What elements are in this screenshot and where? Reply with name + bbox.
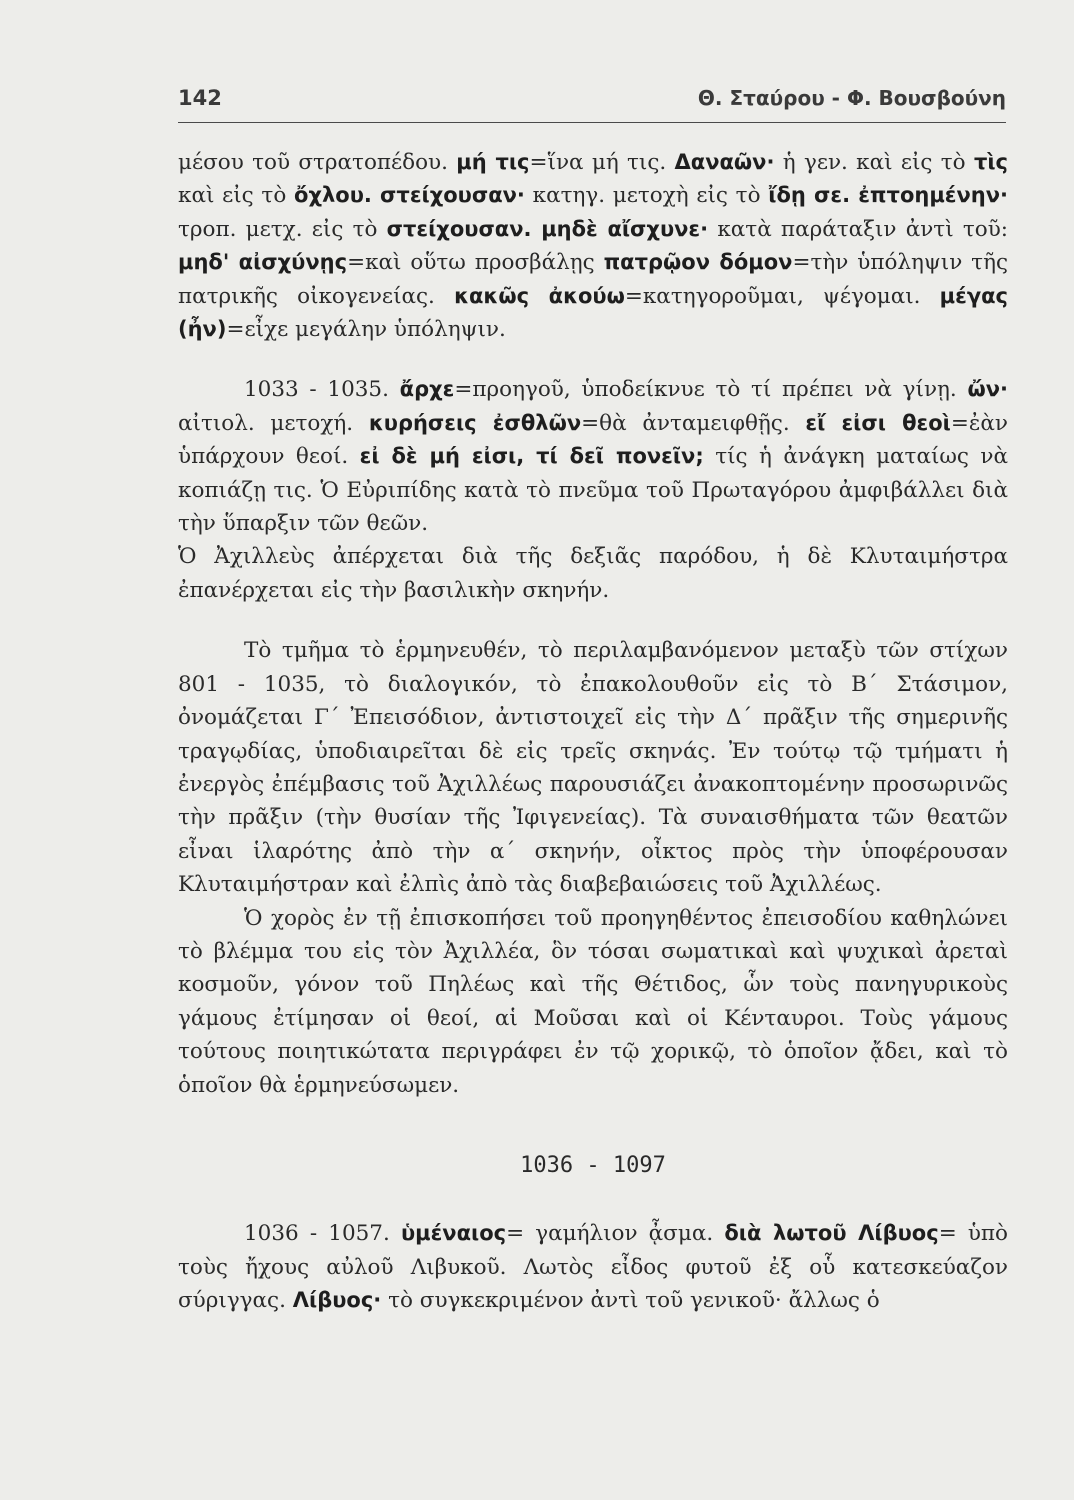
text-run: =θὰ ἀνταμειφθῇς. <box>581 410 790 436</box>
commentary-paragraph-1 <box>178 146 1008 346</box>
text-run: ἡ γεν. καὶ εἰς τὸ <box>782 150 966 175</box>
text-run: =καὶ οὕτω προσβάλῃς <box>347 250 595 276</box>
lemma: εἴ εἰσι θεοὶ <box>805 410 951 435</box>
section-heading: 1036 - 1097 <box>520 1152 666 1178</box>
text-run: =ἐὰν ὑπάρχουν θεοί. <box>178 410 1008 470</box>
lemma: Δαναῶν· <box>674 150 775 174</box>
header-rule <box>178 122 1006 123</box>
lemma: στείχουσαν. μηδὲ αἴσχυνε· <box>386 216 709 241</box>
text-run: τὸ συγκεκριμένον ἀντὶ τοῦ γενικοῦ· ἄλλως ὁ <box>388 1288 880 1314</box>
lemma: ὤν· <box>967 377 1008 402</box>
text-run: μέσου τοῦ στρατοπέδου. <box>178 150 448 175</box>
running-head: Θ. Σταύρου - Φ. Βουσβούνη <box>697 86 1006 110</box>
text-run: κατηγ. μετοχὴ εἰς τὸ <box>532 183 761 209</box>
lemma: ὄχλου. στείχουσαν· <box>294 183 525 208</box>
text-run: =εἶχε μεγάλην ὑπόληψιν. <box>226 317 506 343</box>
commentary-paragraph-6 <box>178 1217 1008 1317</box>
commentary-paragraph-4: Τὸ τμῆμα τὸ ἑρμηνευθέν, τὸ περιλαμβανόμενον μεταξὺ τῶν στίχων 801 - 1035, τὸ διαλογικόν, τὸ ἐπακολουθοῦν εἰς τὸ Β΄ Στάσιμον, ὀνομάζεται Γ΄ Ἐπεισόδιον, ἀντιστοιχεῖ εἰς τὴν Δ΄ πρᾶξιν τῆς σημερινῆς τραγῳδίας, ὑποδιαιρεῖται δὲ εἰς τρεῖς σκηνάς. Ἐν τούτῳ τῷ τμήματι ἡ ἐνεργὸς ἐπέμβασις τοῦ Ἀχιλλέως παρουσιάζει ἀνακοπτομένην προσωρινῶς τὴν πρᾶξιν (τὴν θυσίαν τῆς Ἰφιγενείας). Τὰ συναισθήματα τῶν θεατῶν εἶναι ἱλαρότης ἀπὸ τὴν α΄ σκηνήν, οἶκτος πρὸς τὴν ὑποφέρουσαν Κλυταιμήστραν καὶ ἐλπὶς ἀπὸ τὰς διαβεβαιώσεις τοῦ Ἀχιλλέως. <box>178 638 1008 898</box>
text-run: καὶ εἰς τὸ <box>178 183 287 209</box>
page-number: 142 <box>178 86 222 110</box>
lemma: μέγας (ἦν) <box>178 283 1008 342</box>
page-body <box>178 146 1008 1318</box>
text-run: =ἵνα μή τις. <box>529 150 667 175</box>
text-run: =προηγοῦ, ὑποδείκνυε τὸ τί πρέπει νὰ γίνῃ. <box>454 377 957 403</box>
lemma: τὶς <box>973 150 1008 174</box>
text-run: = ὑπὸ τοὺς ἤχους αὐλοῦ Λιβυκοῦ. Λωτὸς εἶδος φυτοῦ ἐξ οὗ κατεσκεύαζον σύριγγας. <box>178 1221 1008 1314</box>
commentary-paragraph-3: Ὁ Ἀχιλλεὺς ἀπέρχεται διὰ τῆς δεξιᾶς παρόδου, ἡ δὲ Κλυταιμήστρα ἐπανέρχεται εἰς τὴν βασιλικὴν σκηνήν. <box>178 544 1008 603</box>
text-run: κατὰ παράταξιν ἀντὶ τοῦ: <box>717 216 1009 242</box>
lemma: κακῶς ἀκούω <box>454 283 625 308</box>
text-run: τροπ. μετχ. εἰς τὸ <box>178 216 378 242</box>
commentary-paragraph-5: Ὁ χορὸς ἐν τῇ ἐπισκοπήσει τοῦ προηγηθέντος ἐπεισοδίου καθηλώνει τὸ βλέμμα του εἰς τὸν Ἀχιλλέα, ὃν τόσαι σωματικαὶ καὶ ψυχικαὶ ἀρεταὶ κοσμοῦν, γόνον τοῦ Πηλέως καὶ τῆς Θέτιδος, ὧν τοὺς πανηγυρικοὺς γάμους ἐτίμησαν οἱ θεοί, αἱ Μοῦσαι καὶ οἱ Κένταυροι. Τοὺς γάμους τούτους ποιητικώτατα περιγράφει ἐν τῷ χορικῷ, τὸ ὁποῖον ᾄδει, καὶ τὸ ὁποῖον θὰ ἑρμηνεύσωμεν. <box>178 905 1008 1098</box>
commentary-paragraph-2 <box>178 373 1008 540</box>
lemma: εἰ δὲ μή εἰσι, τί δεῖ πονεῖν; <box>359 444 704 469</box>
lemma: μηδ' αἰσχύνῃς <box>178 250 348 275</box>
lemma: ἴδῃ σε. ἐπτοημένην· <box>768 183 1008 208</box>
lemma: ἄρχε <box>399 377 455 402</box>
lemma: κυρήσεις ἐσθλῶν <box>368 410 582 435</box>
text-run: =κατηγοροῦμαι, ψέγομαι. <box>624 283 921 309</box>
text-run: =τὴν ὑπόληψιν τῆς πατρικῆς οἰκογενείας. <box>178 250 1009 309</box>
page-header <box>178 80 1006 116</box>
lemma: ὑμέναιος <box>400 1221 507 1246</box>
text-run: = γαμήλιον ᾆσμα. <box>506 1221 714 1247</box>
text-run: αἰτιολ. μετοχή. <box>178 410 354 436</box>
line-reference: 1036 - 1057. <box>244 1221 390 1247</box>
line-reference: 1033 - 1035. <box>244 377 389 403</box>
text-run: τίς ἡ ἀνάγκη ματαίως νὰ κοπιάζῃ τις. Ὁ Εὐριπίδης κατὰ τὸ πνεῦμα τοῦ Πρωταγόρου ἀμφιβάλλει διὰ τὴν ὕπαρξιν τῶν θεῶν. <box>178 444 1009 537</box>
lemma: Λίβυος· <box>292 1288 382 1313</box>
lemma: πατρῷον δόμον <box>603 250 793 275</box>
lemma: μή τις <box>456 150 530 174</box>
lemma: διὰ λωτοῦ Λίβυος <box>724 1221 939 1246</box>
